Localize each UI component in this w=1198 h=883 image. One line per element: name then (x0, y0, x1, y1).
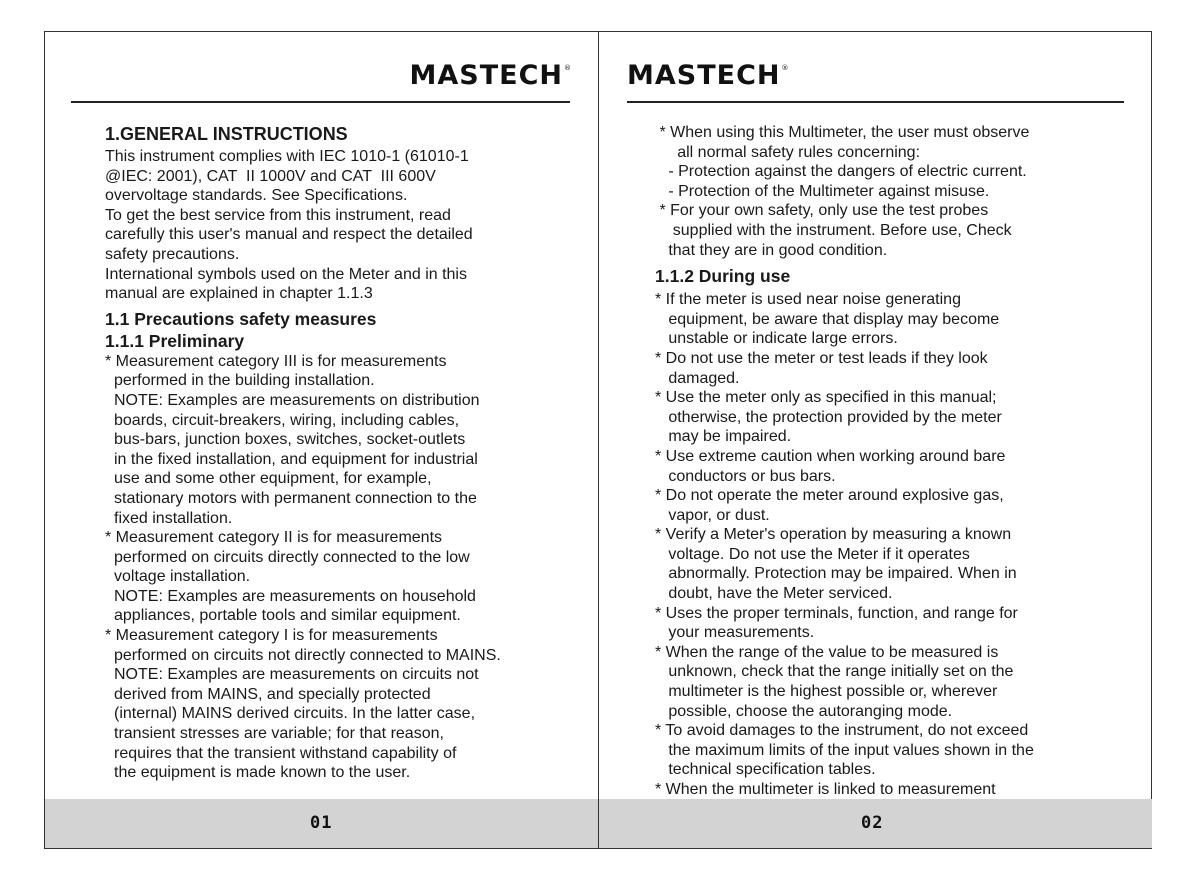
list-line: * Uses the proper terminals, function, and range for (655, 604, 1018, 622)
bullet-line: NOTE: Examples are measurements on household (114, 587, 476, 605)
list-line: voltage. Do not use the Meter if it operates (655, 545, 970, 563)
bullet-line: * Measurement category III is for measurements (105, 352, 447, 370)
bullet-line: performed on circuits directly connected to the low (114, 548, 470, 566)
logo-text: MASTECH (409, 60, 563, 91)
rule-line: * When using this Multimeter, the user must observe (655, 124, 1030, 141)
page-right (599, 32, 1152, 848)
intro-line: carefully this user's manual and respect the detailed (105, 226, 473, 244)
bullet-line: (internal) MAINS derived circuits. In the latter case, (114, 705, 476, 723)
list-line: may be impaired. (655, 428, 792, 446)
intro-line: manual are explained in chapter 1.1.3 (105, 285, 373, 303)
bullet-line: performed in the building installation. (114, 372, 375, 390)
mastech-logo (627, 60, 789, 91)
list-line: * Verify a Meter's operation by measuring a known (655, 526, 1012, 544)
subsection-title: 1.1.2 During use (655, 266, 791, 287)
list-line: abnormally. Protection may be impaired. When in (655, 565, 1017, 583)
rule-line: all normal safety rules concerning: (655, 143, 921, 161)
manual-spread (44, 31, 1152, 849)
bullet-line: * Measurement category II is for measurements (105, 529, 443, 547)
list-line: equipment, be aware that display may become (655, 310, 1000, 328)
list-line: otherwise, the protection provided by the meter (655, 408, 1002, 426)
list-line: * When the multimeter is linked to measurement (655, 781, 996, 798)
page-footer (45, 799, 598, 848)
bullet-line: voltage installation. (114, 568, 251, 586)
list-line: possible, choose the autoranging mode. (655, 702, 953, 720)
list-line: * Use the meter only as specified in this manual; (655, 389, 997, 407)
category-iii-block (105, 352, 591, 528)
list-line: your measurements. (655, 624, 815, 642)
list-line: vapor, or dust. (655, 506, 770, 524)
bullet-line: stationary motors with permanent connection to the (114, 489, 477, 507)
rule-line: * For your own safety, only use the test probes (655, 202, 989, 220)
bullet-line: appliances, portable tools and similar equipment. (114, 607, 461, 625)
rule-line: - Protection against the dangers of electric current. (655, 163, 1027, 181)
list-line: multimeter is the highest possible or, wherever (655, 683, 998, 701)
bullet-line: * Measurement category I is for measurements (105, 627, 438, 645)
bullet-line: NOTE: Examples are measurements on distribution (114, 391, 480, 409)
bullet-line: use and some other equipment, for example, (114, 470, 432, 488)
chapter-heading: 1.GENERAL INSTRUCTIONS (105, 124, 348, 144)
intro-line: International symbols used on the Meter and in this (105, 265, 467, 283)
category-i-block (105, 626, 591, 783)
list-line: * Use extreme caution when working around bare (655, 447, 1006, 465)
left-content (105, 121, 591, 783)
mastech-logo (410, 60, 572, 91)
list-line: unstable or indicate large errors. (655, 330, 898, 348)
safety-rules-block (655, 123, 1147, 260)
bullet-line: boards, circuit-breakers, wiring, including cables, (114, 411, 460, 429)
logo-text: MASTECH (627, 60, 781, 91)
bullet-line: in the fixed installation, and equipment for industrial (114, 450, 478, 468)
list-line: unknown, check that the range initially set on the (655, 663, 1014, 681)
header-rule (71, 101, 570, 103)
header-rule (627, 101, 1124, 103)
during-use-list (655, 290, 1147, 819)
list-line: * When the range of the value to be measured is (655, 643, 999, 661)
subsection-title: 1.1.1 Preliminary (105, 330, 245, 351)
list-line: doubt, have the Meter serviced. (655, 585, 893, 603)
bullet-line: the equipment is made known to the user. (114, 764, 411, 782)
list-line: * If the meter is used near noise generating (655, 291, 961, 309)
intro-line: To get the best service from this instrument, read (105, 206, 451, 224)
bullet-line: performed on circuits not directly connected to MAINS. (114, 646, 501, 664)
right-content (655, 123, 1147, 819)
bullet-line: bus-bars, junction boxes, switches, socket-outlets (114, 431, 466, 449)
intro-paragraph (105, 147, 591, 304)
intro-line: @IEC: 2001), CAT II 1000V and CAT III 600V (105, 167, 436, 185)
list-line: damaged. (655, 369, 740, 387)
intro-line: This instrument complies with IEC 1010-1 (61010-1 (105, 148, 469, 165)
intro-line: safety precautions. (105, 245, 240, 263)
bullet-line: requires that the transient withstand capability of (114, 744, 457, 762)
bullet-line: transient stresses are variable; for that reason, (114, 725, 444, 743)
page-left (45, 32, 599, 848)
bullet-line: derived from MAINS, and specially protected (114, 685, 431, 703)
category-ii-block (105, 528, 591, 626)
bullet-line: NOTE: Examples are measurements on circuits not (114, 666, 479, 684)
list-line: the maximum limits of the input values shown in the (655, 741, 1034, 759)
rule-line: supplied with the instrument. Before use, Check (655, 221, 1012, 239)
page-number: 02 (861, 813, 884, 833)
page-number: 01 (310, 813, 333, 833)
list-line: conductors or bus bars. (655, 467, 836, 485)
rule-line: that they are in good condition. (655, 241, 888, 259)
page-footer (599, 799, 1152, 848)
intro-line: overvoltage standards. See Specifications. (105, 187, 408, 205)
registered-mark: ® (564, 64, 572, 72)
list-line: * Do not operate the meter around explosive gas, (655, 487, 1004, 505)
list-line: technical specification tables. (655, 761, 876, 779)
section-title: 1.1 Precautions safety measures (105, 308, 377, 329)
list-line: * To avoid damages to the instrument, do not exceed (655, 722, 1029, 740)
list-line: * Do not use the meter or test leads if they look (655, 349, 988, 367)
bullet-line: fixed installation. (114, 509, 233, 527)
rule-line: - Protection of the Multimeter against misuse. (655, 182, 990, 200)
registered-mark: ® (781, 64, 790, 72)
